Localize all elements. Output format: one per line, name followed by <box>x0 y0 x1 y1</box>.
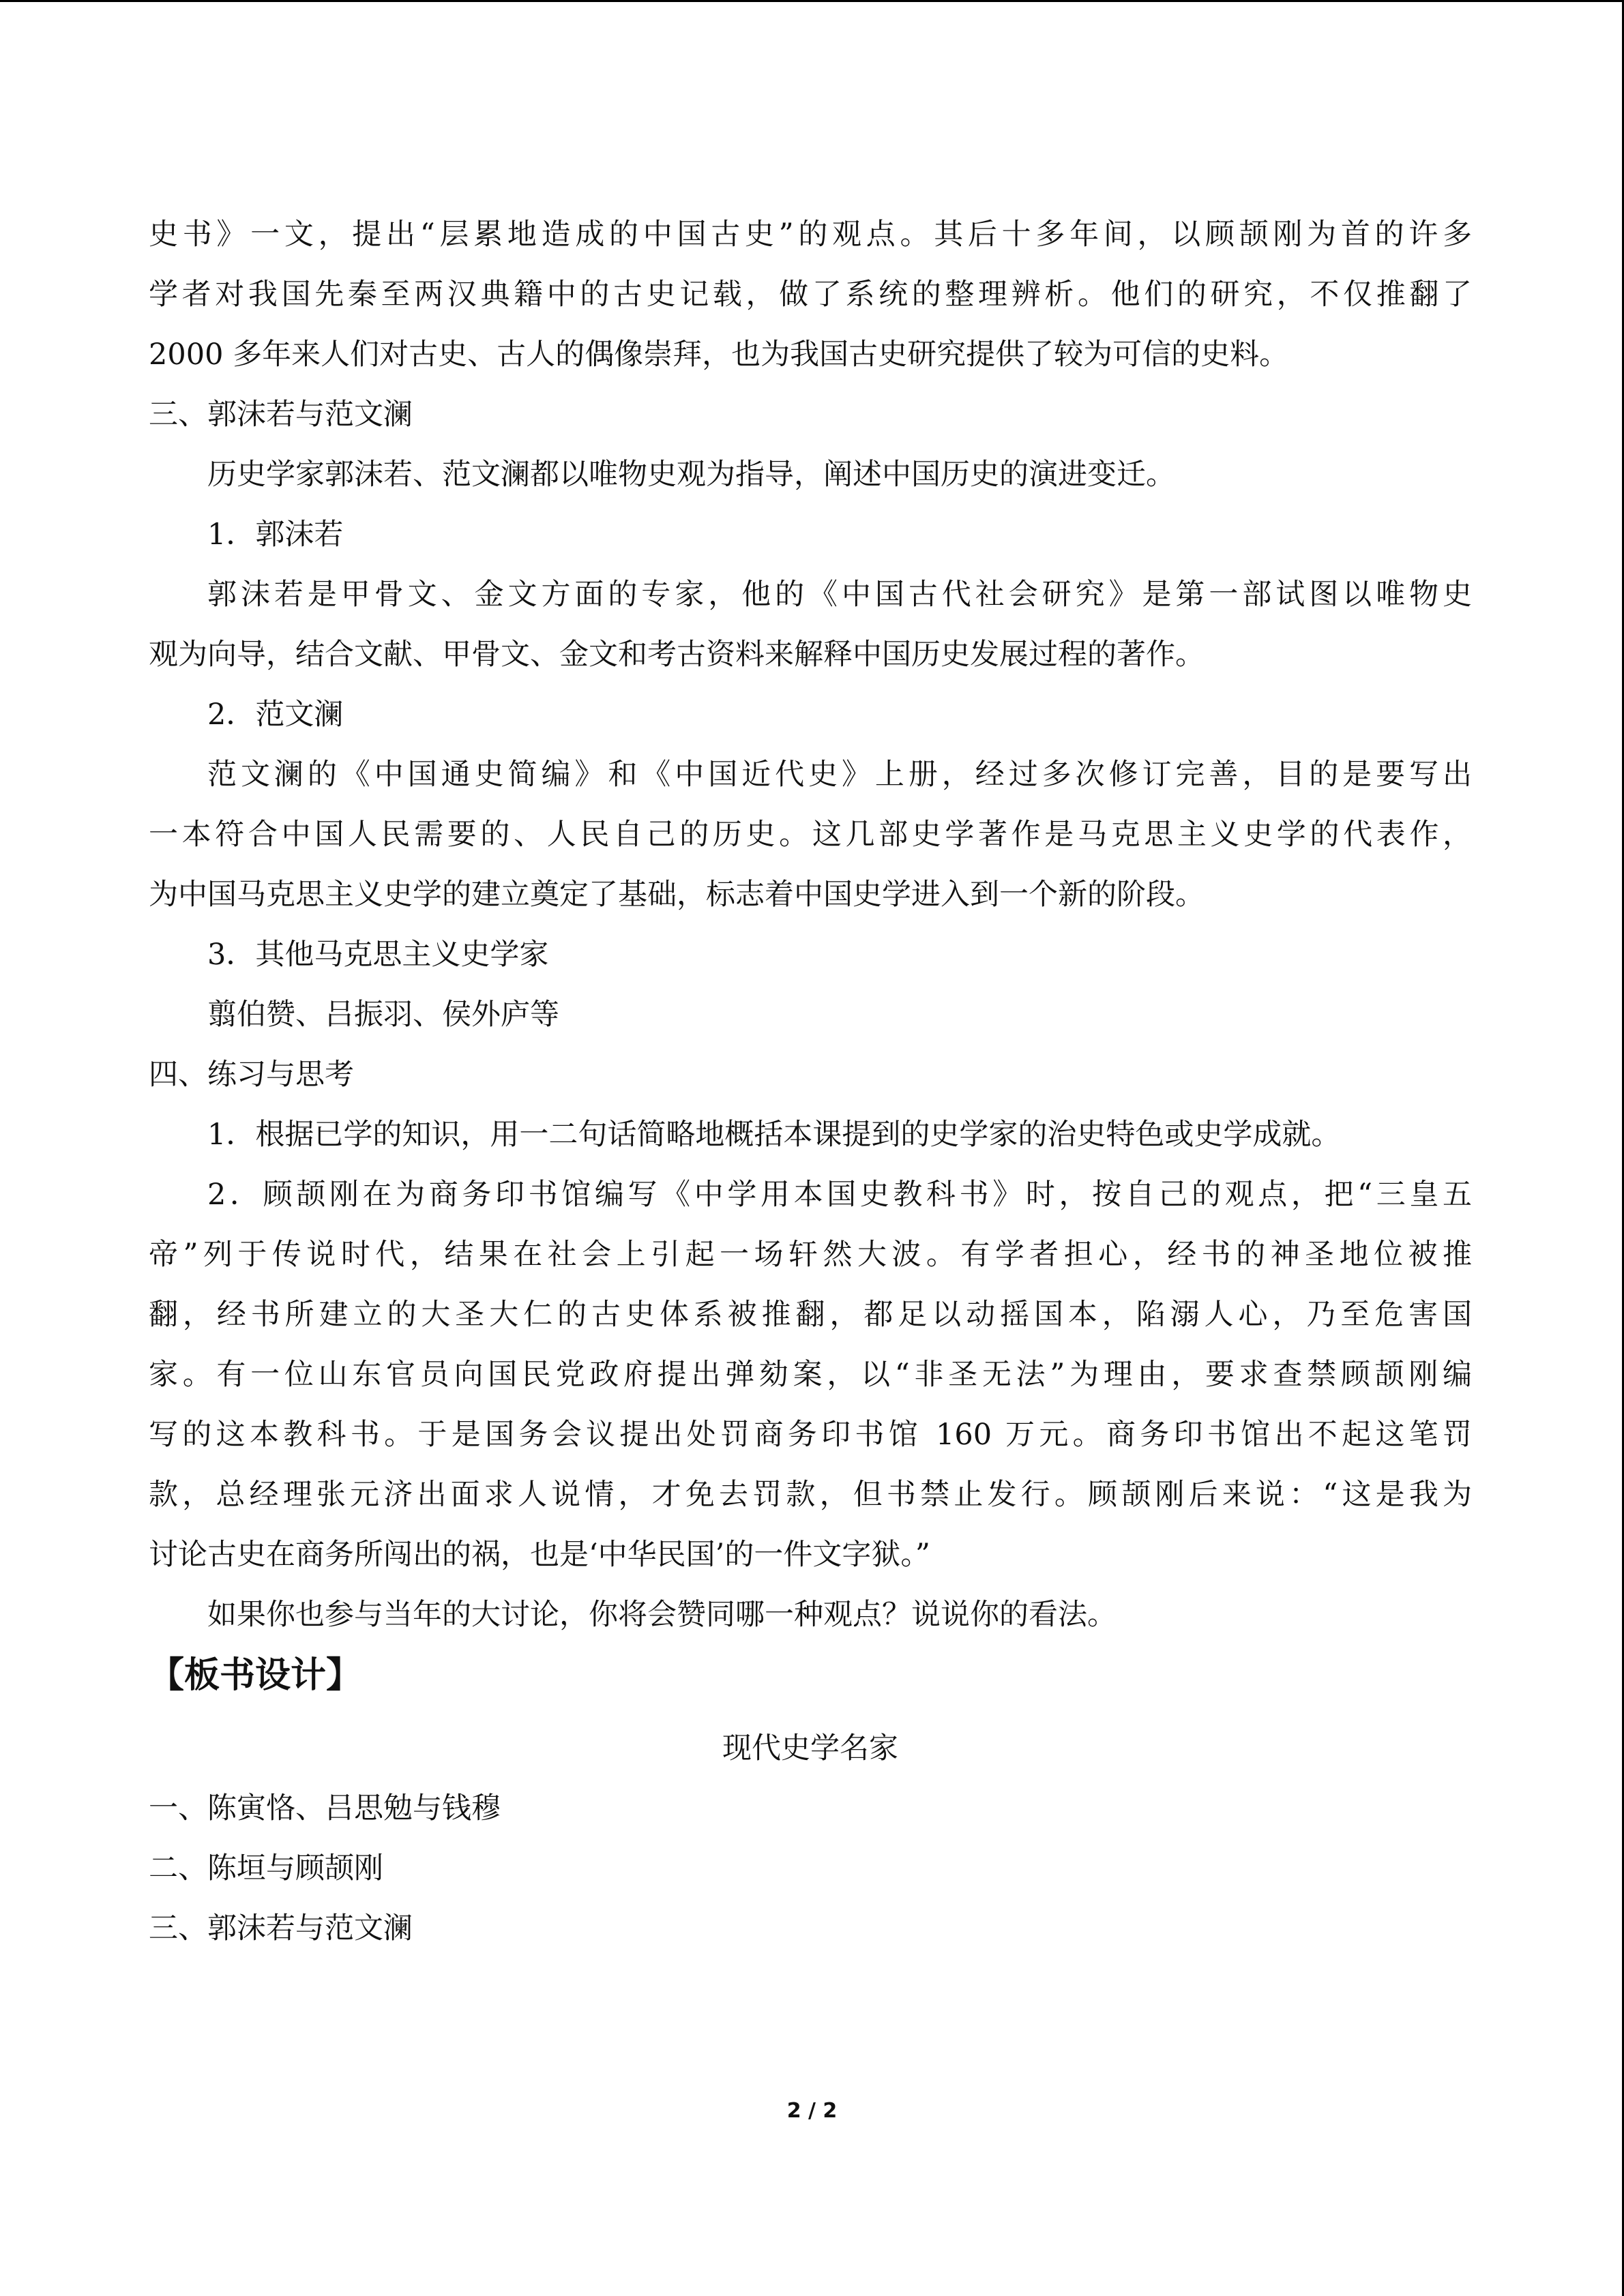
paragraph-line: 历史学家郭沫若、范文澜都以唯物史观为指导，阐述中国历史的演进变迁。 <box>207 458 1175 492</box>
paragraph-line: 一本符合中国人民需要的、人民自己的历史。这几部史学著作是马克思主义史学的代表作， <box>149 818 1472 852</box>
subsection-heading: 1．郭沫若 <box>207 518 344 552</box>
board-item: 三、郭沫若与范文澜 <box>149 1911 413 1945</box>
question-line: 翻，经书所建立的大圣大仁的古史体系被推翻，都足以动摇国本，陷溺人心，乃至危害国 <box>149 1298 1472 1332</box>
question-line: 2．顾颉刚在为商务印书馆编写《中学用本国史教科书》时，按自己的观点，把“三皇五 <box>207 1178 1472 1212</box>
question-line: 款，总经理张元济出面求人说情，才免去罚款，但书禁止发行。顾颉刚后来说：“这是我为 <box>149 1478 1472 1512</box>
page-number: 2 / 2 <box>786 2099 838 2123</box>
question-line: 1．根据已学的知识，用一二句话简略地概括本课提到的史学家的治史特色或史学成就。 <box>207 1118 1341 1152</box>
document-body <box>149 205 1472 1958</box>
paragraph-line: 史书》一文，提出“层累地造成的中国古史”的观点。其后十多年间，以顾颉刚为首的许多 <box>149 218 1472 252</box>
paragraph-line: 2000 多年来人们对古史、古人的偶像崇拜，也为我国古史研究提供了较为可信的史料。 <box>149 338 1289 372</box>
paragraph-line: 郭沫若是甲骨文、金文方面的专家，他的《中国古代社会研究》是第一部试图以唯物史 <box>207 578 1472 612</box>
paragraph-line: 为中国马克思主义史学的建立奠定了基础，标志着中国史学进入到一个新的阶段。 <box>149 878 1205 912</box>
paragraph-line: 翦伯赞、吕振羽、侯外庐等 <box>207 998 559 1032</box>
subsection-heading: 3．其他马克思主义史学家 <box>207 938 549 972</box>
paragraph-line: 观为向导，结合文献、甲骨文、金文和考古资料来解释中国历史发展过程的著作。 <box>149 638 1205 672</box>
board-item: 一、陈寅恪、吕思勉与钱穆 <box>149 1791 501 1825</box>
question-line: 家。有一位山东官员向国民党政府提出弹劾案，以“非圣无法”为理由，要求查禁顾颉刚编 <box>149 1358 1472 1392</box>
subsection-heading: 2．范文澜 <box>207 698 344 732</box>
question-line: 如果你也参与当年的大讨论，你将会赞同哪一种观点？说说你的看法。 <box>207 1598 1117 1632</box>
page-border-top <box>0 0 1624 2</box>
paragraph-line: 学者对我国先秦至两汉典籍中的古史记载，做了系统的整理辨析。他们的研究，不仅推翻了 <box>149 278 1472 312</box>
board-title: 现代史学名家 <box>722 1731 898 1765</box>
question-line: 帝”列于传说时代，结果在社会上引起一场轩然大波。有学者担心，经书的神圣地位被推 <box>149 1238 1472 1272</box>
board-item: 二、陈垣与顾颉刚 <box>149 1851 383 1885</box>
section-heading: 四、练习与思考 <box>149 1058 354 1092</box>
paragraph-line: 范文澜的《中国通史简编》和《中国近代史》上册，经过多次修订完善，目的是要写出 <box>207 758 1472 792</box>
board-design-heading: 【板书设计】 <box>149 1654 362 1696</box>
question-line: 写的这本教科书。于是国务会议提出处罚商务印书馆 160 万元。商务印书馆出不起这笔罚 <box>149 1418 1472 1452</box>
section-heading: 三、郭沫若与范文澜 <box>149 398 413 432</box>
question-line: 讨论古史在商务所闯出的祸，也是‘中华民国’的一件文字狱。” <box>149 1538 930 1572</box>
